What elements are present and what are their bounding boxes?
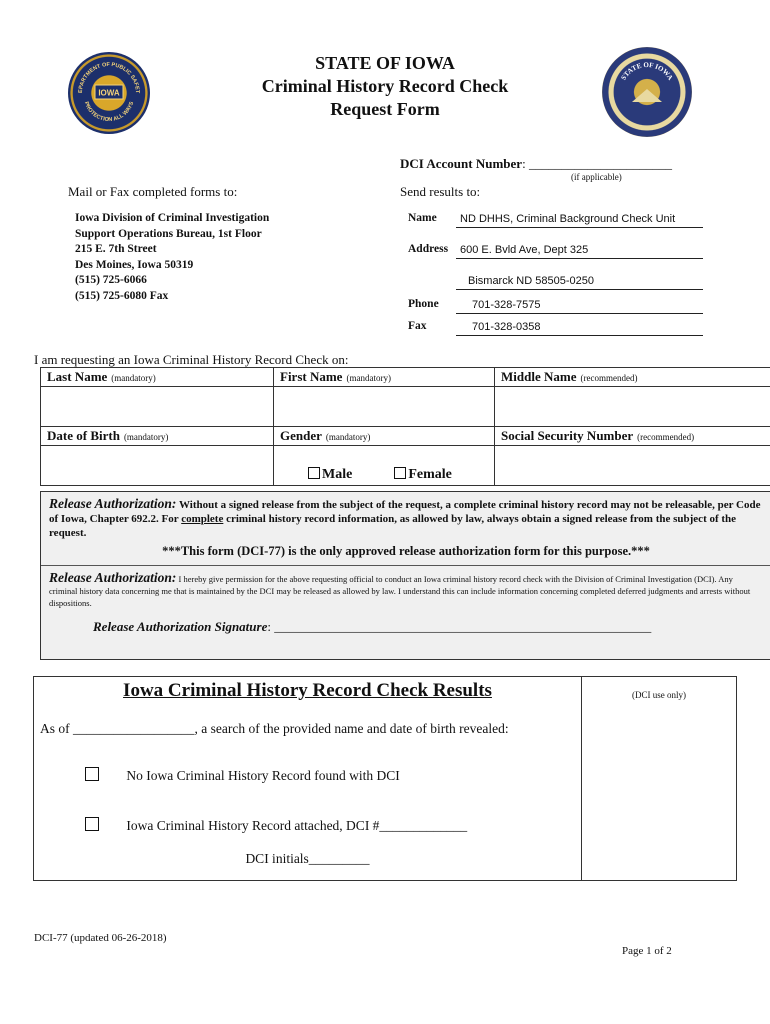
dci-initials: DCI initials_________ [245, 851, 370, 866]
form-title-main: Criminal History Record Check [261, 76, 509, 96]
signature-row [41, 609, 770, 635]
release-notice-underlined: complete [181, 513, 224, 525]
dci-use-only-note: (DCI use only) [632, 690, 686, 700]
send-heading: Send results to: [400, 184, 481, 199]
female-option[interactable] [394, 467, 452, 482]
gender-label: Gender [280, 428, 322, 443]
middle-name-label: Middle Name [501, 369, 577, 384]
name-label: Name [408, 212, 437, 224]
dci77-only-notice: ***This form (DCI-77) is the only approved release authorization form for this purpose.*** [162, 544, 650, 558]
first-name-header [274, 368, 495, 387]
first-name-note: (mandatory) [346, 373, 391, 383]
no-record-option[interactable] [85, 767, 400, 784]
mail-line-city: Des Moines, Iowa 50319 [75, 258, 194, 271]
gender-header [274, 427, 495, 446]
ssn-header [495, 427, 770, 446]
release-notice-paragraph [41, 492, 770, 540]
left-seal-top-text: EPARTMENT OF PUBLIC SAFET [77, 61, 141, 94]
ssn-label: Social Security Number [501, 428, 634, 443]
last-name-input[interactable] [41, 387, 274, 427]
signature-label: Release Authorization Signature [93, 619, 268, 634]
form-id: DCI-77 (updated 06-26-2018) [34, 932, 167, 944]
request-statement: I am requesting an Iowa Criminal History Record Check on: [34, 352, 349, 367]
left-seal-bottom-text: PROTECTION ALL WAYS [82, 101, 136, 124]
signature-line[interactable]: : __________________________________________________________ [267, 619, 652, 634]
female-label: Female [408, 467, 452, 482]
first-name-label: First Name [280, 369, 343, 384]
male-option[interactable] [308, 467, 352, 482]
record-attached-checkbox[interactable] [85, 817, 99, 831]
ssn-note: (recommended) [637, 432, 695, 442]
address-label: Address [408, 243, 449, 255]
last-name-label: Last Name [47, 369, 108, 384]
last-name-header [41, 368, 274, 387]
if-applicable-note: (if applicable) [571, 172, 622, 182]
ssn-input[interactable] [495, 446, 770, 486]
gender-note: (mandatory) [325, 432, 371, 442]
first-name-input[interactable] [274, 387, 495, 427]
no-record-checkbox[interactable] [85, 767, 99, 781]
mail-address-block [75, 211, 269, 304]
results-box [33, 676, 737, 881]
mail-line-bureau: Support Operations Bureau, 1st Floor [75, 227, 262, 240]
record-attached-label: Iowa Criminal History Record attached, DCI #_____________ [126, 818, 468, 833]
male-checkbox[interactable] [308, 467, 320, 479]
mail-line-fax: (515) 725-6080 Fax [75, 289, 169, 302]
record-attached-option[interactable] [85, 817, 467, 834]
male-label: Male [322, 467, 353, 482]
middle-name-header [495, 368, 770, 387]
no-record-label: No Iowa Criminal History Record found with DCI [126, 768, 400, 783]
mail-line-phone: (515) 725-6066 [75, 274, 147, 286]
form-title-sub: Request Form [330, 99, 440, 119]
last-name-note: (mandatory) [111, 373, 156, 383]
gender-options [274, 446, 495, 486]
name-field[interactable]: ND DHHS, Criminal Background Check Unit [456, 213, 703, 228]
release-consent-heading: Release Authorization: [49, 570, 177, 585]
dci-account-colon: : [522, 156, 526, 171]
dci-account-label: DCI Account Number [400, 156, 523, 171]
release-consent-paragraph [41, 566, 770, 609]
form-title-state: STATE OF IOWA [315, 53, 455, 73]
as-of-statement: As of __________________, a search of the provided name and date of birth revealed: [40, 721, 509, 736]
right-seal-text: STATE OF IOWA [619, 60, 675, 82]
dob-header [41, 427, 274, 446]
phone-field[interactable]: 701-328-7575 [456, 299, 703, 314]
left-seal-center-text: IOWA [98, 88, 120, 98]
address-field-1[interactable]: 600 E. Bvld Ave, Dept 325 [456, 244, 703, 259]
dci-account-blank[interactable]: ______________________ [528, 156, 672, 171]
subject-info-table [40, 367, 770, 486]
middle-name-input[interactable] [495, 387, 770, 427]
fax-field[interactable]: 701-328-0358 [456, 321, 703, 336]
dob-input[interactable] [41, 446, 274, 486]
middle-name-note: (recommended) [580, 373, 638, 383]
release-authorization-box [40, 491, 770, 660]
release-consent-text: I hereby give permission for the above requesting official to conduct an Iowa criminal history record check with the Division of Criminal Investigation (DCI). Any criminal history data concerning me that is maintained by the DCI may be released as allowed by law. I understand this can include information concerning completed deferred judgments and arrests without dispositions. [49, 574, 751, 608]
mail-heading: Mail or Fax completed forms to: [68, 184, 238, 199]
results-title: Iowa Criminal History Record Check Results [123, 680, 492, 701]
dci-account-number [400, 156, 672, 172]
release-notice-text-a: Without a signed release from the subject of the request, a complete criminal history record may not be releasable, per Code of Iowa, Chapter 692.2. For [49, 499, 761, 525]
phone-label: Phone [408, 298, 439, 310]
page-number: Page 1 of 2 [622, 945, 672, 957]
release-notice-heading: Release Authorization: [49, 496, 177, 511]
address-field-2[interactable]: Bismarck ND 58505-0250 [456, 275, 703, 290]
mail-line-agency: Iowa Division of Criminal Investigation [75, 212, 270, 224]
dob-note: (mandatory) [123, 432, 169, 442]
release-notice-text-b: criminal history record information, as allowed by law, always obtain a signed release from the subject of the request. [49, 513, 737, 539]
female-checkbox[interactable] [394, 467, 406, 479]
mail-line-street: 215 E. 7th Street [75, 243, 157, 255]
fax-label: Fax [408, 320, 427, 332]
dob-label: Date of Birth [47, 428, 120, 443]
